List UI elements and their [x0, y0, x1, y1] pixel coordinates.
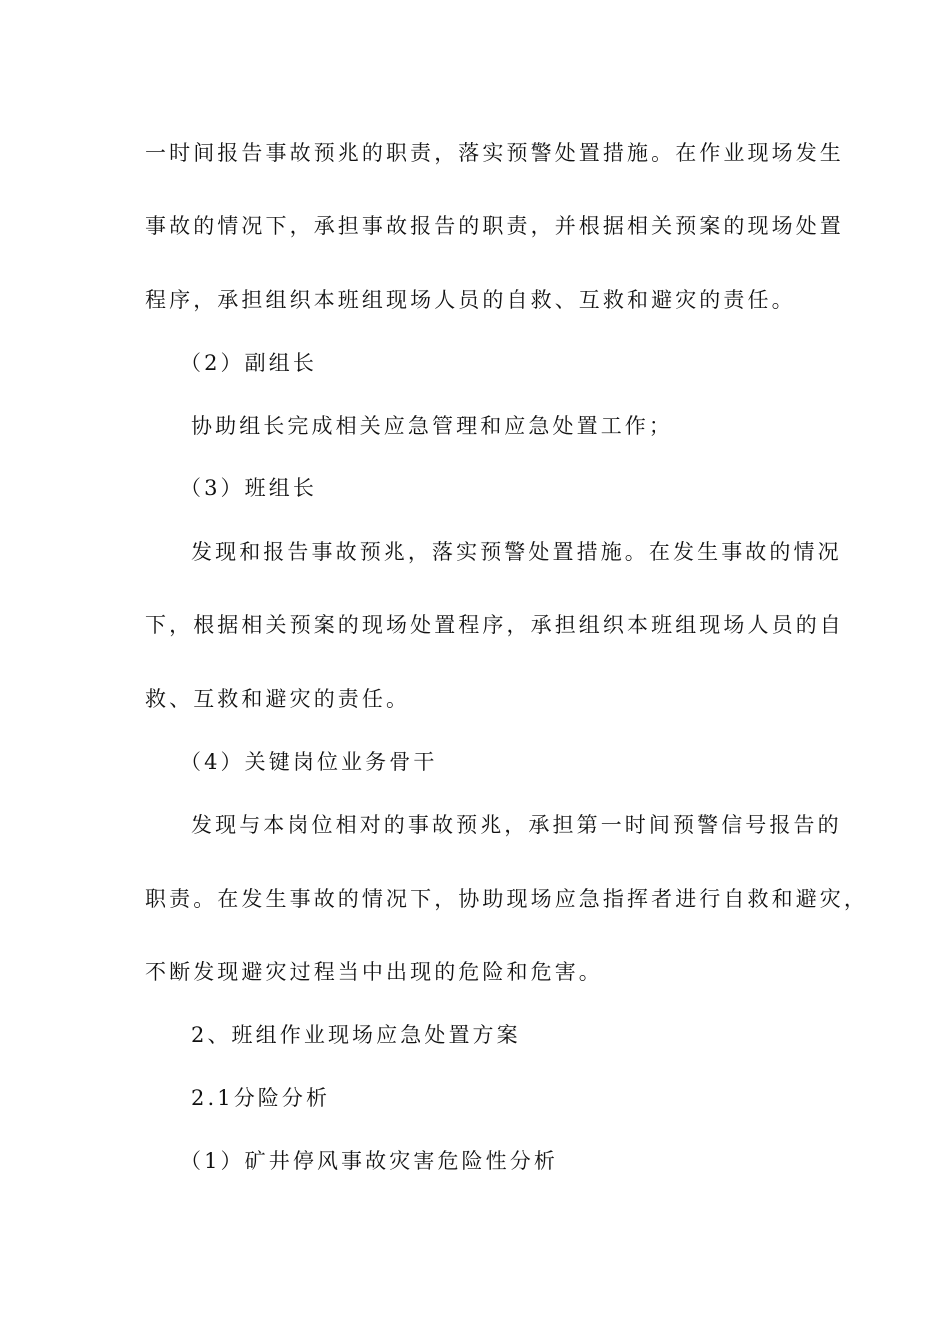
subsection-heading: 2.1分险分析	[191, 1086, 331, 1110]
paragraph-line: 协助组长完成相关应急管理和应急处置工作；	[191, 414, 673, 438]
section-heading: （3）班组长	[180, 476, 317, 500]
paragraph-line: 发现和报告事故预兆，落实预警处置措施。在发生事故的情况	[191, 540, 842, 564]
paragraph-line: 下，根据相关预案的现场处置程序，承担组织本班组现场人员的自	[145, 613, 844, 637]
section-heading: （4）关键岗位业务骨干	[180, 750, 438, 774]
paragraph-line: 事故的情况下，承担事故报告的职责，并根据相关预案的现场处置	[145, 214, 844, 238]
paragraph-line: 救、互救和避灾的责任。	[145, 687, 411, 711]
paragraph-line: 发现与本岗位相对的事故预兆，承担第一时间预警信号报告的	[191, 813, 842, 837]
paragraph-line: 一时间报告事故预兆的职责，落实预警处置措施。在作业现场发生	[145, 141, 844, 165]
paragraph-line: 程序，承担组织本班组现场人员的自救、互救和避灾的责任。	[145, 288, 796, 312]
section-heading: （1）矿井停风事故灾害危险性分析	[180, 1149, 558, 1173]
paragraph-line: 职责。在发生事故的情况下，协助现场应急指挥者进行自救和避灾，	[145, 887, 868, 911]
section-heading: 2、班组作业现场应急处置方案	[191, 1023, 521, 1047]
section-heading: （2）副组长	[180, 351, 317, 375]
paragraph-line: 不断发现避灾过程当中出现的危险和危害。	[145, 960, 603, 984]
